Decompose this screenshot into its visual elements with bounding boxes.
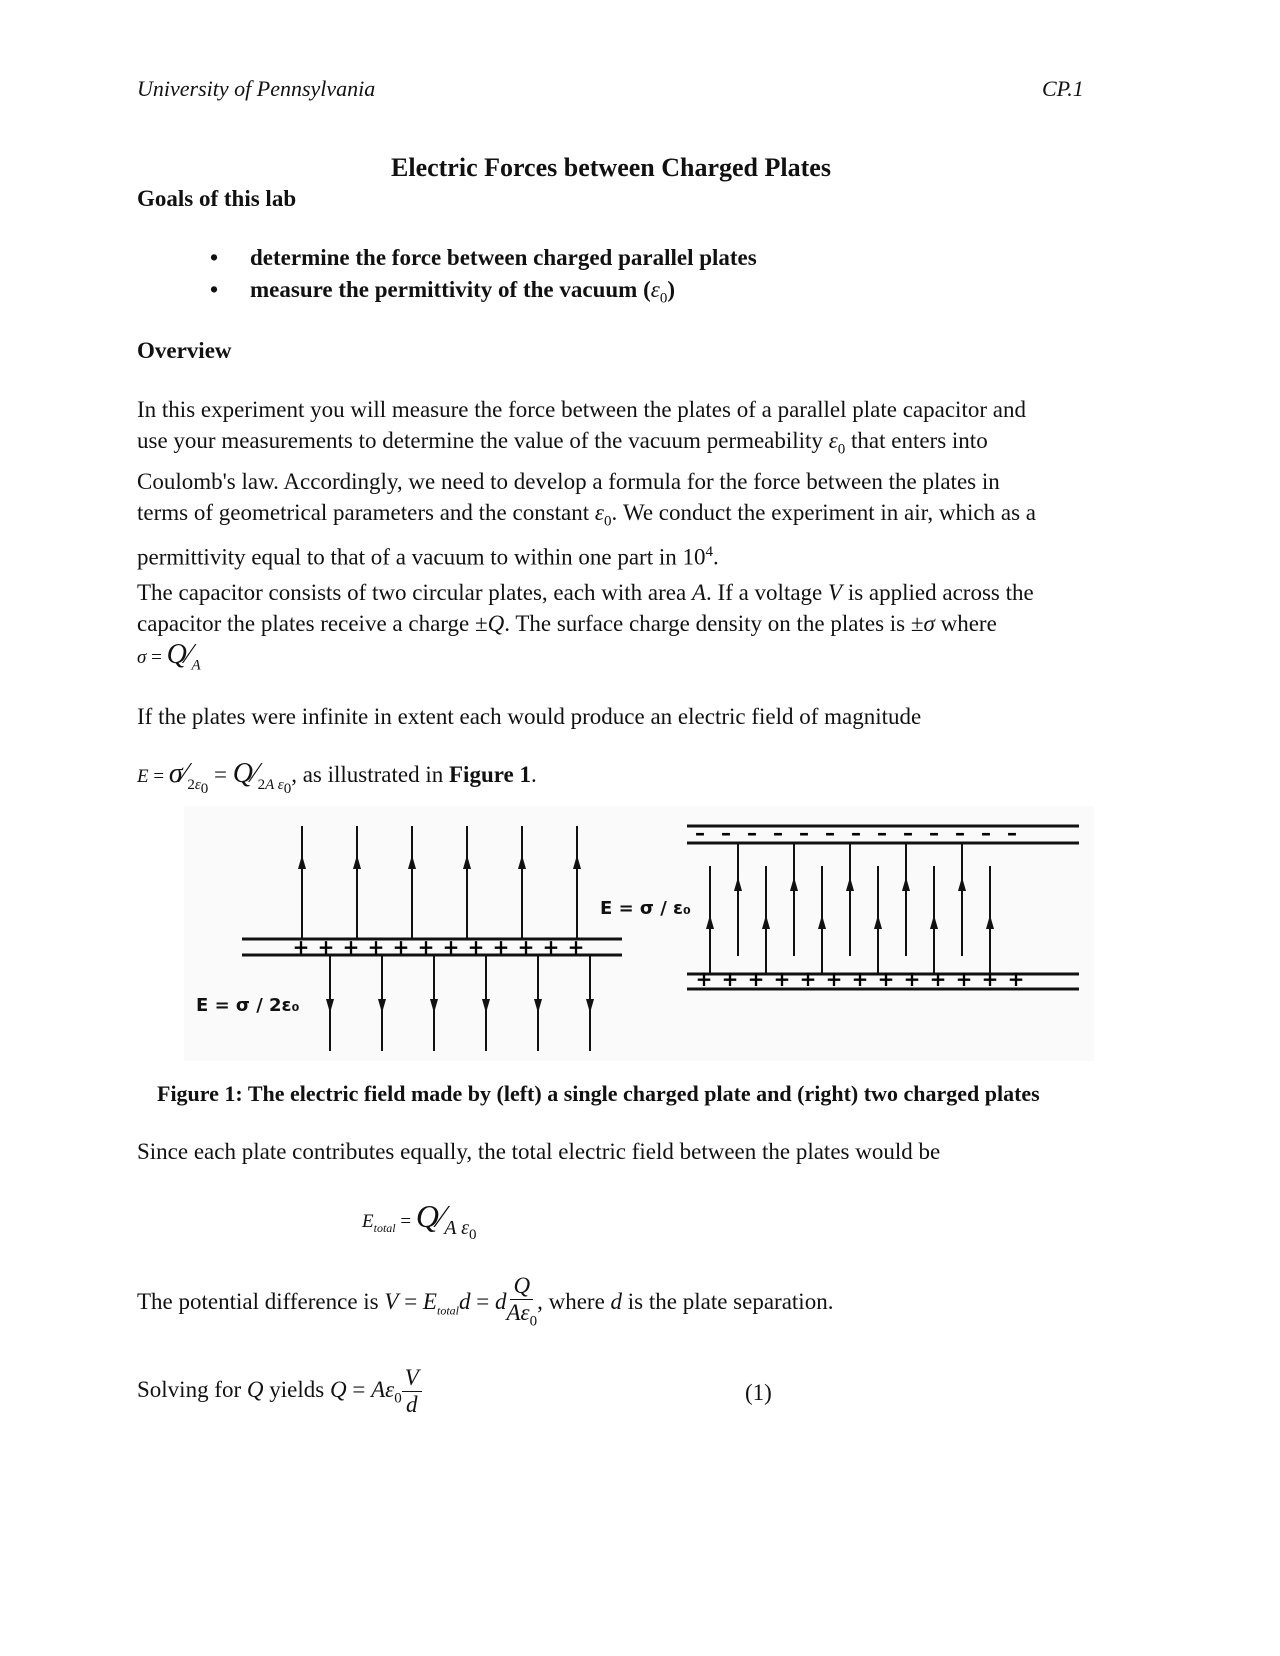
overview-paragraph-1: In this experiment you will measure the force between the plates of a parallel plate capacitor and use your measurements to determine the value of the vacuum permeability $\varepsilon_0$ that enters into Coulomb's law. Accordingly, we need to develop a formula for the force between the plates in terms of geometrical parameters and the constant $\varepsilon_0$. We conduct the experiment in air, which as a permittivity equal to that of a vacuum to within one part in $10^4$. xyxy=(137,397,1036,570)
positive-charge-sign: + xyxy=(567,935,585,959)
positive-charge-sign: + xyxy=(517,935,535,959)
negative-charge-sign: – xyxy=(929,821,939,845)
equation-number: (1) xyxy=(745,1380,772,1405)
positive-charge-sign: + xyxy=(903,967,921,991)
goal-item: • measure the permittivity of the vacuum $(\varepsilon_0)$ xyxy=(210,277,675,307)
positive-charge-sign: + xyxy=(929,967,947,991)
negative-charge-sign: – xyxy=(981,821,991,845)
positive-charge-sign: + xyxy=(825,967,843,991)
potential-difference-line: The potential difference is $V = E_{total}d = d$ $\frac{Q}{A\varepsilon_0}$ , where d is the plate separation. xyxy=(137,1273,834,1330)
positive-charge-sign: + xyxy=(367,935,385,959)
total-field-equation: $E_{total}$ = $Q⁄_{A \varepsilon_0}$ xyxy=(362,1198,477,1244)
single-plate-field-equation: $E = \sigma⁄_{2\varepsilon_0}$ = $Q⁄_{2A \varepsilon_0}$, as illustrated in Figure 1. xyxy=(137,758,537,797)
negative-charge-sign: – xyxy=(1007,821,1017,845)
field-magnitude-text: If the plates were infinite in extent each would produce an electric field of magnitude xyxy=(137,704,922,729)
negative-charge-sign: – xyxy=(903,821,913,845)
overview-paragraph-2: The capacitor consists of two circular plates, each with area A. If a voltage V is applied across the capacitor the plates receive a charge ±Q. The surface charge density on the plates is ±σ where $\sigma = Q⁄_A$ xyxy=(137,580,1034,674)
header-page-code: CP.1 xyxy=(1042,76,1084,101)
positive-charge-sign: + xyxy=(492,935,510,959)
negative-charge-sign: – xyxy=(695,821,705,845)
positive-charge-sign: + xyxy=(442,935,460,959)
goals-heading: Goals of this lab xyxy=(137,186,297,211)
positive-charge-sign: + xyxy=(342,935,360,959)
positive-charge-sign: + xyxy=(317,935,335,959)
page-title: Electric Forces between Charged Plates xyxy=(391,153,831,182)
positive-charge-sign: + xyxy=(877,967,895,991)
positive-charge-sign: + xyxy=(292,935,310,959)
positive-charge-sign: + xyxy=(721,967,739,991)
positive-charge-sign: + xyxy=(542,935,560,959)
negative-charge-sign: – xyxy=(799,821,809,845)
positive-charge-sign: + xyxy=(773,967,791,991)
goal-item: • determine the force between charged parallel plates xyxy=(210,245,757,270)
negative-charge-sign: – xyxy=(747,821,757,845)
positive-charge-sign: + xyxy=(1007,967,1025,991)
positive-charge-sign: + xyxy=(417,935,435,959)
positive-charge-sign: + xyxy=(799,967,817,991)
header-institution: University of Pennsylvania xyxy=(137,76,376,101)
two-plate-field-label: E = σ / ε₀ xyxy=(600,898,691,919)
positive-charge-sign: + xyxy=(851,967,869,991)
negative-charge-sign: – xyxy=(721,821,731,845)
total-field-text: Since each plate contributes equally, the total electric field between the plates would be xyxy=(137,1139,941,1164)
negative-charge-sign: – xyxy=(955,821,965,845)
charge-equation-line: Solving for Q yields $Q = A\varepsilon_0$ $\frac{V}{d}$ xyxy=(137,1365,422,1418)
overview-heading: Overview xyxy=(137,338,232,363)
single-plate-field-label: E = σ / 2ε₀ xyxy=(196,995,300,1016)
negative-charge-sign: – xyxy=(851,821,861,845)
negative-charge-sign: – xyxy=(773,821,783,845)
negative-charge-sign: – xyxy=(877,821,887,845)
figure-1-field-diagram xyxy=(184,806,1094,1061)
figure-caption: Figure 1: The electric field made by (left) a single charged plate and (right) two charged plates xyxy=(157,1081,1040,1106)
positive-charge-sign: + xyxy=(747,967,765,991)
positive-charge-sign: + xyxy=(392,935,410,959)
positive-charge-sign: + xyxy=(981,967,999,991)
positive-charge-sign: + xyxy=(695,967,713,991)
positive-charge-sign: + xyxy=(467,935,485,959)
positive-charge-sign: + xyxy=(955,967,973,991)
negative-charge-sign: – xyxy=(825,821,835,845)
